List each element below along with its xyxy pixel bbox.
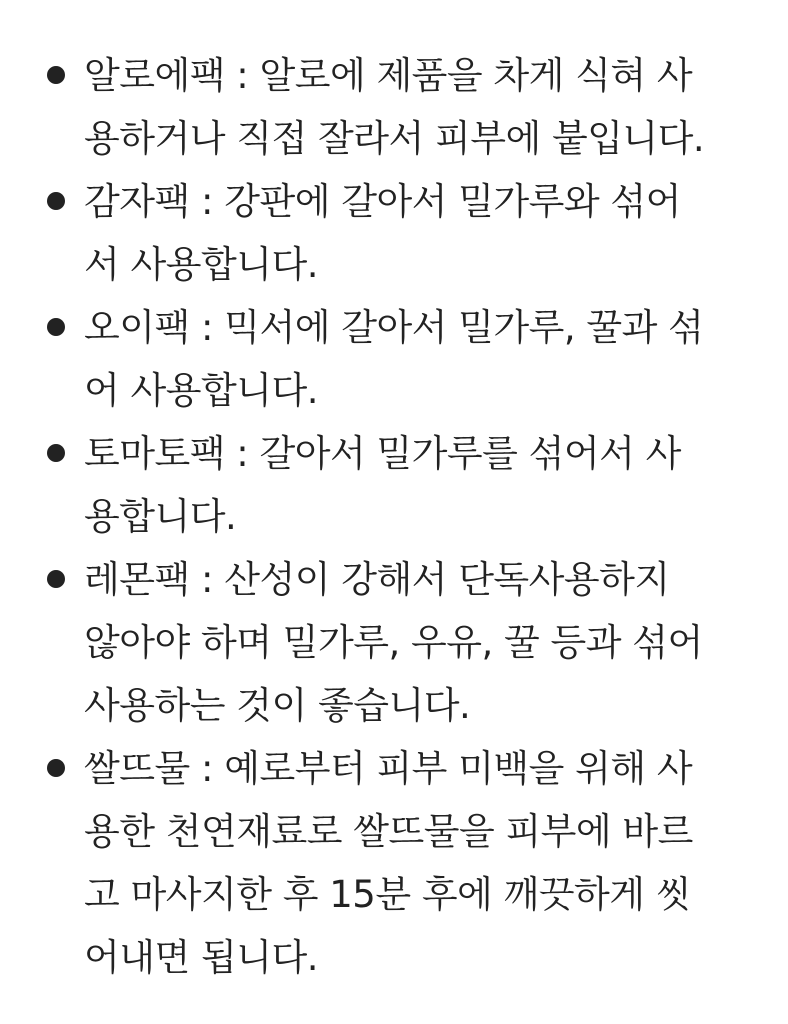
bullet-icon bbox=[47, 318, 65, 336]
list-item-text-line: 어내면 됩니다. bbox=[84, 936, 318, 979]
list-item-text-line: 오이팩 : 믹서에 갈아서 밀가루, 꿀과 섞 bbox=[84, 306, 704, 349]
list-item-text-line: 않아야 하며 밀가루, 우유, 꿀 등과 섞어 bbox=[84, 621, 703, 664]
list-item-text-line: 알로에팩 : 알로에 제품을 차게 식혀 사 bbox=[84, 54, 693, 97]
list-item-text-line: 고 마사지한 후 15분 후에 깨끗하게 씻 bbox=[84, 873, 692, 916]
list-item-text-line: 용한 천연재료로 쌀뜨물을 피부에 바르 bbox=[84, 810, 693, 853]
bullet-icon bbox=[47, 66, 65, 84]
list-item-text-line: 토마토팩 : 갈아서 밀가루를 섞어서 사 bbox=[84, 432, 681, 475]
bullet-list bbox=[0, 44, 788, 989]
list-item-text-line: 서 사용합니다. bbox=[84, 243, 318, 286]
list-item-text-line: 용합니다. bbox=[84, 495, 237, 538]
list-item-aloe-pack bbox=[0, 44, 788, 170]
list-item-text-line: 용하거나 직접 잘라서 피부에 붙입니다. bbox=[84, 117, 705, 160]
list-item-text-line: 감자팩 : 강판에 갈아서 밀가루와 섞어 bbox=[84, 180, 681, 223]
list-item-text-line: 사용하는 것이 좋습니다. bbox=[84, 684, 471, 727]
bullet-icon bbox=[47, 570, 65, 588]
list-item-text-line: 어 사용합니다. bbox=[84, 369, 318, 412]
list-item-potato-pack bbox=[0, 170, 788, 296]
list-item-tomato-pack bbox=[0, 422, 788, 548]
bullet-icon bbox=[47, 444, 65, 462]
list-item-cucumber-pack bbox=[0, 296, 788, 422]
list-item-lemon-pack bbox=[0, 548, 788, 737]
list-item-rice-water bbox=[0, 737, 788, 989]
list-item-text-line: 레몬팩 : 산성이 강해서 단독사용하지 bbox=[84, 558, 670, 601]
list-item-text-line: 쌀뜨물 : 예로부터 피부 미백을 위해 사 bbox=[84, 747, 693, 790]
bullet-icon bbox=[47, 192, 65, 210]
bullet-icon bbox=[47, 759, 65, 777]
